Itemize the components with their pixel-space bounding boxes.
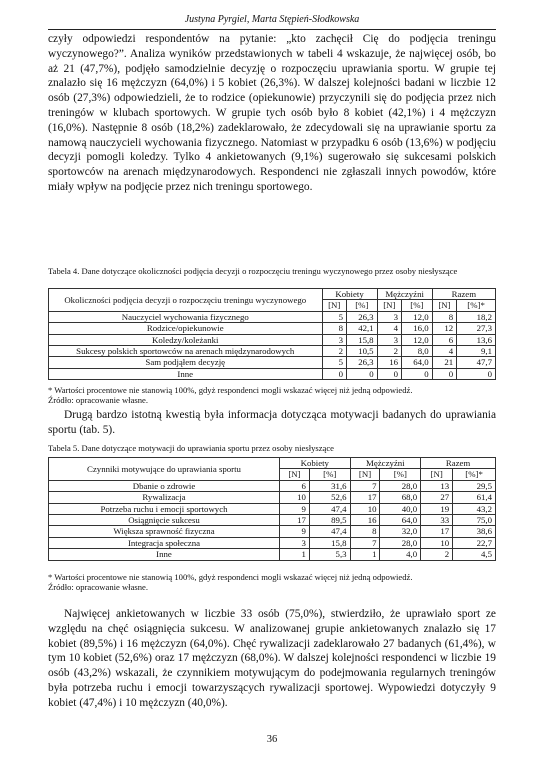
table-cell: 28,0 [380, 537, 421, 548]
table-cell: 16,0 [402, 323, 433, 334]
table4-col-label: Okoliczności podjęcia decyzji o rozpoczęciu treningu wyczynowego [49, 289, 323, 312]
table-cell: 27 [421, 492, 453, 503]
table-cell: 33 [421, 515, 453, 526]
table5-caption: Tabela 5. Dane dotyczące motywacji do uprawiania sportu przez osoby niesłyszące [48, 443, 334, 453]
table-cell: 68,0 [380, 492, 421, 503]
row-label: Integracja społeczna [49, 537, 280, 548]
table-cell: 10 [421, 537, 453, 548]
table-cell: 4,5 [453, 549, 496, 560]
table-cell: 19 [421, 503, 453, 514]
row-label: Sukcesy polskich sportowców na arenach międzynarodowych [49, 346, 323, 357]
table-row [49, 311, 496, 322]
table-cell: 10 [279, 492, 309, 503]
row-label: Dbanie o zdrowie [49, 480, 280, 491]
table-cell: 6 [279, 480, 309, 491]
table-cell: 47,4 [309, 526, 350, 537]
table-cell: 13 [421, 480, 453, 491]
paragraph-3: Najwięcej ankietowanych w liczbie 33 osób (75,0%), stwierdziło, że uprawiało sport ze względu na chęć osiągnięcia sukcesu. W analizowanej grupie ankietowanych znalazło się 17 kobiet (89,5%) i 16 mężczyzn (64,0%). Chęć rywalizacji zadeklarowało 27 badanych (61,4%), w tym 10 kobiet (52,6%) oraz 17 mężczyzn (68,0%). W dalszej kolejności respondenci w liczbie 19 osób (43,2%) wskazali, że czynnikiem motywującym do podejmowania regularnych treningów była potrzeba ruchu i emocji towarzyszących rywalizacji sportowej. Wypowiedzi dotyczyły 9 kobiet (47,4%) i 10 mężczyzn (40,0%). [48, 608, 496, 709]
table-row [49, 346, 496, 357]
table4-sub: [%] [402, 300, 433, 311]
table-cell: 0 [377, 368, 401, 379]
table-cell: 12,0 [402, 334, 433, 345]
table4-source: Źródło: opracowanie własne. [48, 395, 148, 406]
table5-sub: [%] [380, 469, 421, 480]
table-cell: 43,2 [453, 503, 496, 514]
table-cell: 64,0 [402, 357, 433, 368]
table-cell: 3 [377, 334, 401, 345]
table-cell: 6 [432, 334, 456, 345]
table-row [49, 357, 496, 368]
table-cell: 7 [350, 480, 380, 491]
table5-body [49, 480, 496, 560]
table-cell: 29,5 [453, 480, 496, 491]
table4-group-kobiety: Kobiety [322, 289, 377, 300]
table-cell: 13,6 [457, 334, 496, 345]
table5-sub: [N] [279, 469, 309, 480]
table-cell: 26,3 [346, 357, 377, 368]
table-cell: 2 [322, 346, 346, 357]
table-cell: 15,8 [346, 334, 377, 345]
table-cell: 8,0 [402, 346, 433, 357]
row-label: Sam podjąłem decyzję [49, 357, 323, 368]
table-cell: 28,0 [380, 480, 421, 491]
table-cell: 0 [322, 368, 346, 379]
table-cell: 31,6 [309, 480, 350, 491]
row-label: Osiągnięcie sukcesu [49, 515, 280, 526]
table-row [49, 503, 496, 514]
table5-notes [48, 572, 496, 593]
table-cell: 4 [432, 346, 456, 357]
table-row [49, 515, 496, 526]
table-cell: 22,7 [453, 537, 496, 548]
table-cell: 7 [350, 537, 380, 548]
table5-sub: [N] [350, 469, 380, 480]
table4-sub: [N] [432, 300, 456, 311]
table5-sub: [N] [421, 469, 453, 480]
table-cell: 12,0 [402, 311, 433, 322]
table4-group-mezczyzni: Mężczyźni [377, 289, 432, 300]
table-cell: 18,2 [457, 311, 496, 322]
table4-sub: [N] [322, 300, 346, 311]
table-cell: 5 [322, 357, 346, 368]
table-cell: 0 [402, 368, 433, 379]
table-cell: 12 [432, 323, 456, 334]
table-cell: 0 [432, 368, 456, 379]
table-cell: 5,3 [309, 549, 350, 560]
running-header: Justyna Pyrgiel, Marta Stępień-Słodkowska [184, 14, 360, 25]
table4-caption: Tabela 4. Dane dotyczące okoliczności podjęcia decyzji o rozpoczęciu treningu wyczynowego przez osoby niesłyszące [48, 266, 458, 276]
table5-source: Źródło: opracowanie własne. [48, 582, 148, 593]
page-number: 36 [266, 734, 278, 745]
table-cell: 3 [279, 537, 309, 548]
table-cell: 1 [350, 549, 380, 560]
table-cell: 75,0 [453, 515, 496, 526]
table5-sub: [%]* [453, 469, 496, 480]
table-cell: 16 [350, 515, 380, 526]
table-4 [48, 288, 496, 380]
table-cell: 38,6 [453, 526, 496, 537]
table5-col-label: Czynniki motywujące do uprawiania sportu [49, 458, 280, 481]
table-cell: 3 [322, 334, 346, 345]
table4-footnote: * Wartości procentowe nie stanowią 100%, gdyż respondenci mogli wskazać więcej niż jedną odpowiedź. [48, 385, 413, 395]
row-label: Inne [49, 549, 280, 560]
paragraph-1: czyły odpowiedzi respondentów na pytanie: „kto zachęcił Cię do podjęcia treningu wyczynowego?”. Analiza wyników przedstawionych w tabeli 4 wskazuje, że najwięcej osób, bo aż 21 (47,7%), podjęło samodzielnie decyzję o rozpoczęciu uprawiania sportu. W grupie tej znalazło się 16 mężczyzn (64,0%) i 5 kobiet (26,3%). W dalszej kolejności badani w liczbie 12 osób (27,3%) odpowiedzieli, że to rodzice (opiekunowie) przyczynili się do podjęcia przez nich treningów w klubach sportowych. W grupie tych osób było 8 kobiet (42,1%) i 4 mężczyzn (16,0%). Następnie 8 osób (18,2%) zadeklarowało, że zdecydowali się na uprawianie sportu za namową nauczycieli wychowania fizycznego. Natomiast w przypadku 6 osób (13,6%) w podjęciu decyzji pomogli koledzy. Tylko 4 ankietowanych (9,1%) sugerowało się sukcesami polskich sportowców na arenach międzynarodowych. Respondenci nie zgłaszali innych powodów, które miały wpływ na podjęcie przez nich treningu sportowego. [48, 33, 496, 193]
table-cell: 42,1 [346, 323, 377, 334]
table-cell: 8 [322, 323, 346, 334]
table5-group-kobiety: Kobiety [279, 458, 350, 469]
table-cell: 9,1 [457, 346, 496, 357]
table5-sub: [%] [309, 469, 350, 480]
table-cell: 5 [322, 311, 346, 322]
table-cell: 0 [346, 368, 377, 379]
table-row [49, 526, 496, 537]
table-cell: 61,4 [453, 492, 496, 503]
header-rule [48, 29, 496, 30]
table5-group-mezczyzni: Mężczyźni [350, 458, 421, 469]
table-cell: 52,6 [309, 492, 350, 503]
table-cell: 47,4 [309, 503, 350, 514]
table5-header-row [49, 458, 496, 469]
table-cell: 8 [350, 526, 380, 537]
table4-notes [48, 385, 496, 406]
table-cell: 9 [279, 526, 309, 537]
table5-group-razem: Razem [421, 458, 496, 469]
row-label: Potrzeba ruchu i emocji sportowych [49, 503, 280, 514]
table-cell: 17 [279, 515, 309, 526]
table-cell: 10,5 [346, 346, 377, 357]
row-label: Inne [49, 368, 323, 379]
row-label: Rywalizacja [49, 492, 280, 503]
table-row [49, 537, 496, 548]
table-cell: 8 [432, 311, 456, 322]
table-cell: 26,3 [346, 311, 377, 322]
table-cell: 3 [377, 311, 401, 322]
table4-header-row [49, 289, 496, 300]
paragraph-2: Drugą bardzo istotną kwestią była informacja dotycząca motywacji badanych do uprawiania sportu (tab. 5). [48, 409, 496, 436]
table-cell: 47,7 [457, 357, 496, 368]
table-cell: 10 [350, 503, 380, 514]
table-cell: 4,0 [380, 549, 421, 560]
table4-body [49, 311, 496, 379]
table-cell: 17 [421, 526, 453, 537]
table-cell: 16 [377, 357, 401, 368]
table-5 [48, 457, 496, 561]
table-cell: 0 [457, 368, 496, 379]
row-label: Koledzy/koleżanki [49, 334, 323, 345]
table4-sub: [%]* [457, 300, 496, 311]
table-row [49, 368, 496, 379]
table5-footnote: * Wartości procentowe nie stanowią 100%, gdyż respondenci mogli wskazać więcej niż jedną odpowiedź. [48, 572, 413, 582]
table-row [49, 492, 496, 503]
table-cell: 17 [350, 492, 380, 503]
table-cell: 27,3 [457, 323, 496, 334]
table-cell: 1 [279, 549, 309, 560]
table-cell: 9 [279, 503, 309, 514]
table-cell: 32,0 [380, 526, 421, 537]
row-label: Większa sprawność fizyczna [49, 526, 280, 537]
table4-sub: [N] [377, 300, 401, 311]
table-cell: 21 [432, 357, 456, 368]
table4-group-razem: Razem [432, 289, 495, 300]
table-row [49, 480, 496, 491]
table-cell: 2 [377, 346, 401, 357]
table-row [49, 323, 496, 334]
table-cell: 4 [377, 323, 401, 334]
table-cell: 2 [421, 549, 453, 560]
row-label: Nauczyciel wychowania fizycznego [49, 311, 323, 322]
table-cell: 64,0 [380, 515, 421, 526]
table-cell: 89,5 [309, 515, 350, 526]
table-row [49, 549, 496, 560]
table-cell: 15,8 [309, 537, 350, 548]
table-cell: 40,0 [380, 503, 421, 514]
row-label: Rodzice/opiekunowie [49, 323, 323, 334]
table4-sub: [%] [346, 300, 377, 311]
table-row [49, 334, 496, 345]
